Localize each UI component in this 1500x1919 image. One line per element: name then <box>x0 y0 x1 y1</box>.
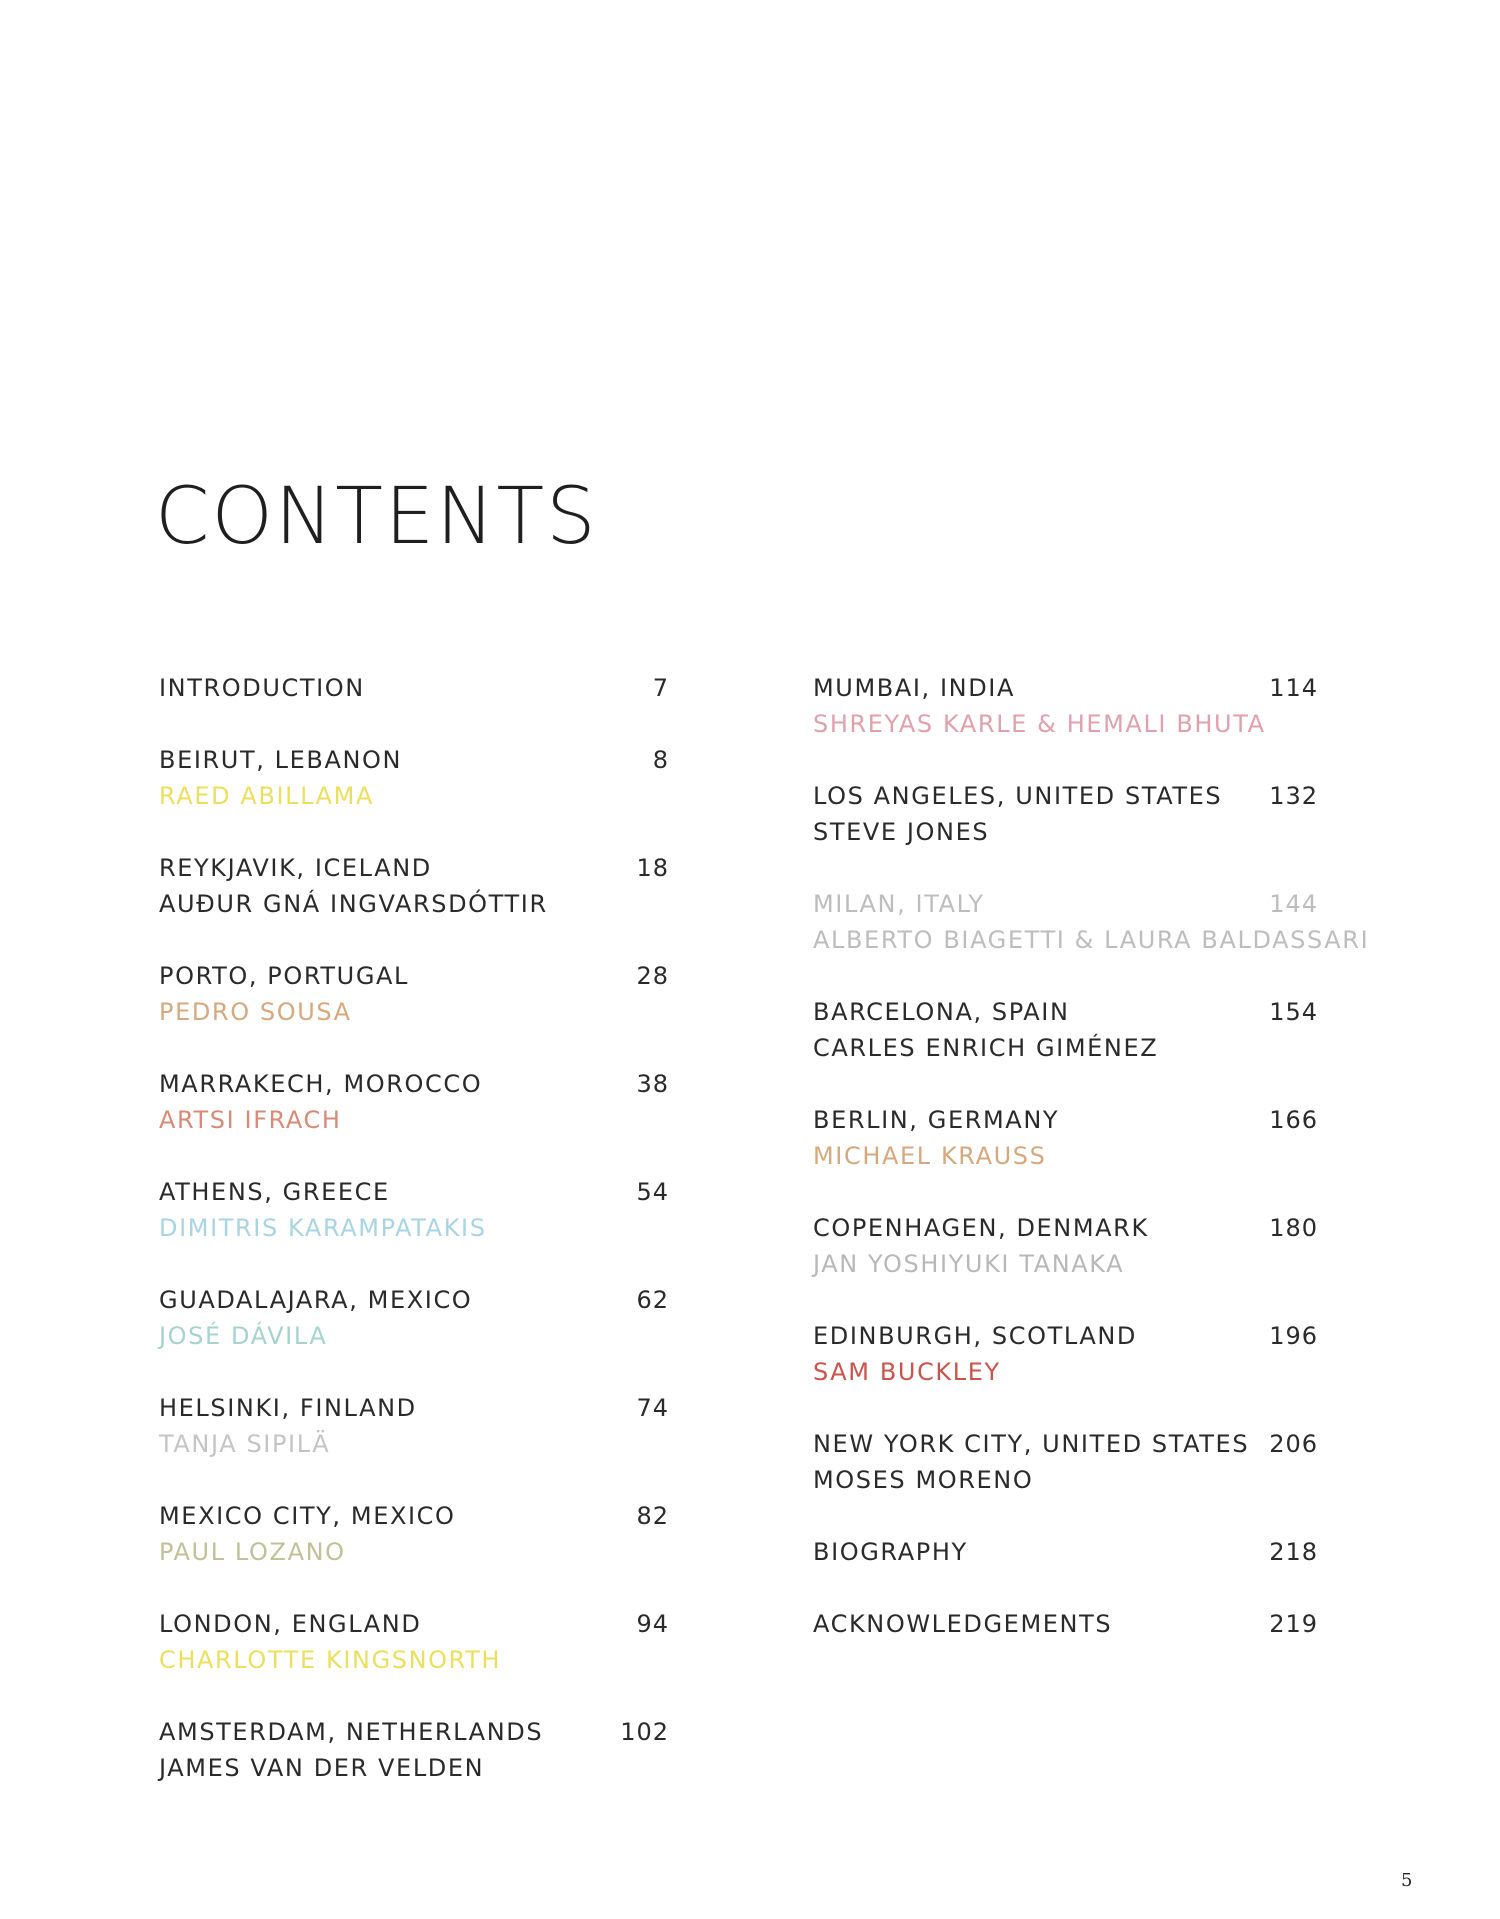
page-title: CONTENTS <box>155 472 598 562</box>
toc-entry-title: PORTO, PORTUGAL <box>159 962 410 990</box>
toc-entry[interactable] <box>813 994 1318 1066</box>
toc-entry-author: PEDRO SOUSA <box>159 998 352 1026</box>
toc-entry-title: BARCELONA, SPAIN <box>813 998 1070 1026</box>
toc-entry[interactable] <box>813 1102 1318 1174</box>
toc-entry-title: REYKJAVIK, ICELAND <box>159 854 432 882</box>
toc-entry-page-number: 74 <box>636 1394 669 1422</box>
toc-entry[interactable] <box>159 1282 669 1354</box>
toc-entry-page-number: 166 <box>1269 1106 1318 1134</box>
toc-entry-page-number: 82 <box>636 1502 669 1530</box>
toc-entry-title: GUADALAJARA, MEXICO <box>159 1286 473 1314</box>
toc-entry-page-number: 102 <box>620 1718 669 1746</box>
toc-entry-title: AMSTERDAM, NETHERLANDS <box>159 1718 544 1746</box>
toc-entry-title: HELSINKI, FINLAND <box>159 1394 417 1422</box>
toc-entry-author: JOSÉ DÁVILA <box>159 1322 328 1350</box>
toc-entry-page-number: 180 <box>1269 1214 1318 1242</box>
toc-entry[interactable] <box>813 670 1318 742</box>
toc-entry-title: MEXICO CITY, MEXICO <box>159 1502 456 1530</box>
toc-entry[interactable] <box>813 1534 1318 1570</box>
toc-entry-author: RAED ABILLAMA <box>159 782 374 810</box>
toc-entry-author: DIMITRIS KARAMPATAKIS <box>159 1214 487 1242</box>
toc-entry-page-number: 18 <box>636 854 669 882</box>
toc-entry[interactable] <box>813 1210 1318 1282</box>
toc-entry-author: SHREYAS KARLE & HEMALI BHUTA <box>813 710 1266 738</box>
toc-entry-page-number: 144 <box>1269 890 1318 918</box>
toc-entry[interactable] <box>813 778 1318 850</box>
toc-entry-author: AUÐUR GNÁ INGVARSDÓTTIR <box>159 890 548 918</box>
toc-entry-page-number: 154 <box>1269 998 1318 1026</box>
toc-entry-title: ATHENS, GREECE <box>159 1178 390 1206</box>
toc-entry[interactable] <box>159 1174 669 1246</box>
toc-entry-author: ARTSI IFRACH <box>159 1106 342 1134</box>
toc-entry-page-number: 8 <box>652 746 669 774</box>
toc-entry[interactable] <box>813 1606 1318 1642</box>
toc-entry-page-number: 218 <box>1269 1538 1318 1566</box>
toc-entry-page-number: 62 <box>636 1286 669 1314</box>
toc-entry-title: BIOGRAPHY <box>813 1538 968 1566</box>
toc-entry-author: SAM BUCKLEY <box>813 1358 1001 1386</box>
toc-entry-page-number: 7 <box>652 674 669 702</box>
toc-entry-title: ACKNOWLEDGEMENTS <box>813 1610 1113 1638</box>
toc-entry[interactable] <box>159 670 669 706</box>
toc-entry-title: COPENHAGEN, DENMARK <box>813 1214 1149 1242</box>
toc-entry-title: LONDON, ENGLAND <box>159 1610 422 1638</box>
toc-entry-title: MARRAKECH, MOROCCO <box>159 1070 483 1098</box>
toc-entry-title: EDINBURGH, SCOTLAND <box>813 1322 1138 1350</box>
toc-entry-title: INTRODUCTION <box>159 674 365 702</box>
toc-entry[interactable] <box>159 958 669 1030</box>
toc-entry-page-number: 132 <box>1269 782 1318 810</box>
toc-entry[interactable] <box>813 886 1370 958</box>
toc-entry-author: JAMES VAN DER VELDEN <box>159 1754 485 1782</box>
toc-entry-page-number: 28 <box>636 962 669 990</box>
toc-entry-page-number: 219 <box>1269 1610 1318 1638</box>
toc-entry[interactable] <box>813 1318 1318 1390</box>
toc-entry-page-number: 94 <box>636 1610 669 1638</box>
toc-entry[interactable] <box>159 1714 669 1786</box>
toc-entry-title: BERLIN, GERMANY <box>813 1106 1060 1134</box>
toc-entry[interactable] <box>159 742 669 814</box>
toc-entry-author: ALBERTO BIAGETTI & LAURA BALDASSARI <box>813 926 1370 954</box>
page-number: 5 <box>1401 1870 1413 1891</box>
toc-entry[interactable] <box>813 1426 1318 1498</box>
toc-entry-page-number: 196 <box>1269 1322 1318 1350</box>
toc-entry-page-number: 38 <box>636 1070 669 1098</box>
toc-entry[interactable] <box>159 1606 669 1678</box>
toc-entry[interactable] <box>159 1066 669 1138</box>
toc-entry[interactable] <box>159 850 669 922</box>
toc-entry-title: MUMBAI, INDIA <box>813 674 1016 702</box>
toc-entry-title: LOS ANGELES, UNITED STATES <box>813 782 1223 810</box>
toc-entry-author: JAN YOSHIYUKI TANAKA <box>813 1250 1125 1278</box>
toc-entry-author: STEVE JONES <box>813 818 990 846</box>
toc-entry-author: MICHAEL KRAUSS <box>813 1142 1047 1170</box>
toc-entry-page-number: 114 <box>1269 674 1318 702</box>
toc-right-column <box>813 670 1370 1678</box>
toc-entry-author: CHARLOTTE KINGSNORTH <box>159 1646 502 1674</box>
toc-entry-author: CARLES ENRICH GIMÉNEZ <box>813 1034 1159 1062</box>
toc-entry[interactable] <box>159 1390 669 1462</box>
toc-entry-title: BEIRUT, LEBANON <box>159 746 403 774</box>
toc-entry-title: MILAN, ITALY <box>813 890 985 918</box>
toc-entry-page-number: 54 <box>636 1178 669 1206</box>
toc-entry-author: TANJA SIPILÄ <box>159 1430 331 1458</box>
toc-entry-title: NEW YORK CITY, UNITED STATES <box>813 1430 1250 1458</box>
toc-left-column <box>159 670 669 1822</box>
toc-entry-author: MOSES MORENO <box>813 1466 1034 1494</box>
toc-entry-page-number: 206 <box>1269 1430 1318 1458</box>
toc-entry-author: PAUL LOZANO <box>159 1538 346 1566</box>
toc-entry[interactable] <box>159 1498 669 1570</box>
